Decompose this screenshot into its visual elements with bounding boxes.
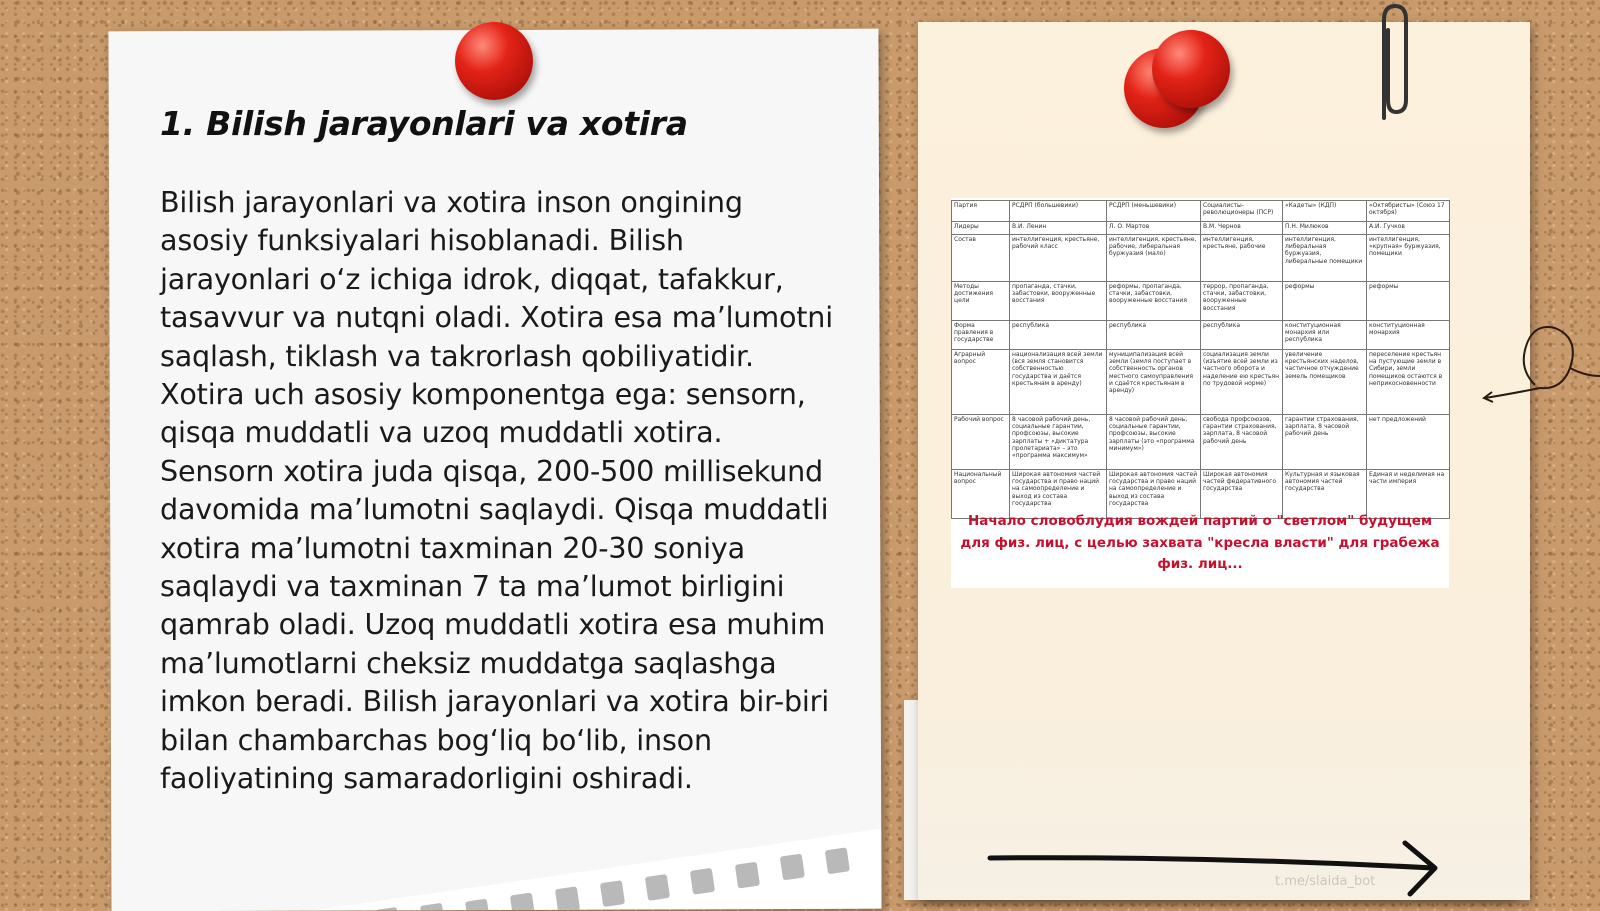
table-cell: республика (1107, 321, 1201, 350)
table-cell: Единая и неделимая на части империя (1367, 470, 1450, 519)
push-pin-icon (1152, 30, 1230, 108)
party-comparison-table (951, 200, 1450, 519)
table-row-header-cell: Методы достижения цели (952, 282, 1010, 321)
scribble-arrow-icon (1480, 310, 1600, 410)
note-body-text: Bilish jarayonlari va xotira inson ongining asosiy funksiyalari hisoblanadi. Bilish jarayonlari o‘z ichiga idrok, diqqat, tafakkur, tasavvur va nutqni oladi. Xotira esa ma’lumotni saqlash, tiklash va takrorlash qobiliyatidir. Xotira uch asosiy komponentga ega: sensorn, qisqa muddatli va uzoq muddatli xotira. Sensorn xotira juda qisqa, 200-500 millisekund davomida ma’lumotni saqlaydi. Qisqa muddatli xotira ma’lumotni taxminan 20-30 soniya saqlaydi va taxminan 7 ta ma’lumot birligini qamrab oladi. Uzoq muddatli xotira esa muhim ma’lumotlarni cheksiz muddatga saqlashga imkon beradi. Bilish jarayonlari va xotira bir-biri bilan chambarchas bog‘liq bo‘lib, inson faoliyatining samaradorligini oshiradi. (160, 185, 833, 796)
table-cell: конституционная монархия или республика (1283, 321, 1367, 350)
table-row-header-cell: Аграрный вопрос (952, 350, 1010, 415)
table-row-header-cell: Состав (952, 235, 1010, 282)
table-cell: «Октябристы» (Союз 17 октября) (1367, 201, 1450, 222)
table-row-header-cell: Рабочий вопрос (952, 415, 1010, 470)
table-cell: В.М. Чернов (1201, 222, 1283, 235)
table-cell: 8 часовой рабочий день, социальные гарантии, профсоюзы, высокие зарплаты + «диктатура пролетариата» – это «программа максимум» (1010, 415, 1107, 470)
table-cell: 8 часовой рабочий день, социальные гарантии, профсоюзы, высокие зарплаты (это «программа минимум») (1107, 415, 1201, 470)
table-row (952, 235, 1450, 282)
table-cell: реформы (1367, 282, 1450, 321)
table-cell: национализация всей земли (вся земля становится собственностью государства и даётся крестьянам в аренду) (1010, 350, 1107, 415)
table-cell: реформы (1283, 282, 1367, 321)
table-row-header-cell: Национальный вопрос (952, 470, 1010, 519)
torn-edge-decoration (111, 789, 881, 911)
table-cell: Широкая автономия частей государства и право наций на самоопределение и выход из состава государства (1107, 470, 1201, 519)
table-row-header-cell: Партия (952, 201, 1010, 222)
table-cell: реформы, пропаганда, стачки, забастовки, вооруженные восстания (1107, 282, 1201, 321)
table-cell: Социалисты-революционеры (ПСР) (1201, 201, 1283, 222)
table-cell: РСДРП (большевики) (1010, 201, 1107, 222)
table-cell: интеллигенция, крестьяне, рабочие, либеральная буржуазия (мало) (1107, 235, 1201, 282)
arrow-right-icon (985, 838, 1445, 898)
table-cell: конституционная монархия (1367, 321, 1450, 350)
table-row (952, 350, 1450, 415)
table-cell: пропаганда, стачки, забастовки, вооруженные восстания (1010, 282, 1107, 321)
table-cell: республика (1201, 321, 1283, 350)
note-title: 1. Bilish jarayonlari va xotira (160, 104, 688, 143)
table-row-header-cell: Лидеры (952, 222, 1010, 235)
table-cell: РСДРП (меньшевики) (1107, 201, 1201, 222)
table-cell: Культурная и языковая автономия частей государства (1283, 470, 1367, 519)
table-cell: Широкая автономия частей федеративного государства (1201, 470, 1283, 519)
table-cell: Л. О. Мартов (1107, 222, 1201, 235)
table-cell: социализация земли (изъятие всей земли из частного оборота и наделение ею крестьян по трудовой норме) (1201, 350, 1283, 415)
table-cell: Широкая автономия частей государства и право наций на самоопределение и выход из состава государства (1010, 470, 1107, 519)
table-cell: увеличение крестьянских наделов, частичное отчуждение земель помещиков (1283, 350, 1367, 415)
table-row (952, 321, 1450, 350)
table-cell: интеллигенция, «крупная» буржуазия, помещики (1367, 235, 1450, 282)
table-cell: П.Н. Милюков (1283, 222, 1367, 235)
table-cell: муниципализация всей земли (земля поступает в собственность органов местного самоуправления и сдаётся крестьянам в аренду) (1107, 350, 1201, 415)
table-cell: переселение крестьян на пустующие земли в Сибири, земли помещиков остаются в неприкосновенности (1367, 350, 1450, 415)
table-cell: А.И. Гучков (1367, 222, 1450, 235)
table-row (952, 415, 1450, 470)
table-cell: свобода профсоюзов, гарантии страхования, зарплата, 8 часовой рабочий день (1201, 415, 1283, 470)
watermark: t.me/slaida_bot (1275, 874, 1376, 889)
paperclip-icon (1372, 0, 1418, 128)
table-cell: интеллигенция, либеральная буржуазия, либеральные помещики (1283, 235, 1367, 282)
table-cell: интеллигенция, крестьяне, рабочие (1201, 235, 1283, 282)
table-cell: республика (1010, 321, 1107, 350)
table-cell: террор, пропаганда, стачки, забастовки, вооруженные восстания (1201, 282, 1283, 321)
table-row (952, 201, 1450, 222)
table-cell: «Кадеты» (КДП) (1283, 201, 1367, 222)
table-caption: Начало словоблудия вождей партий о "светлом" будущем для физ. лиц, с целью захвата "кресла власти" для грабежа физ. лиц... (960, 513, 1440, 572)
push-pin-icon (455, 22, 533, 100)
table-cell: гарантии страхования, зарплата, 8 часовой рабочий день (1283, 415, 1367, 470)
table-cell: интеллигенция, крестьяне, рабочий класс (1010, 235, 1107, 282)
table-row (952, 222, 1450, 235)
table-row (952, 282, 1450, 321)
table-cell: нет предложений (1367, 415, 1450, 470)
table-row-header-cell: Форма правления в государстве (952, 321, 1010, 350)
party-comparison-image (951, 198, 1449, 588)
table-cell: В.И. Ленин (1010, 222, 1107, 235)
